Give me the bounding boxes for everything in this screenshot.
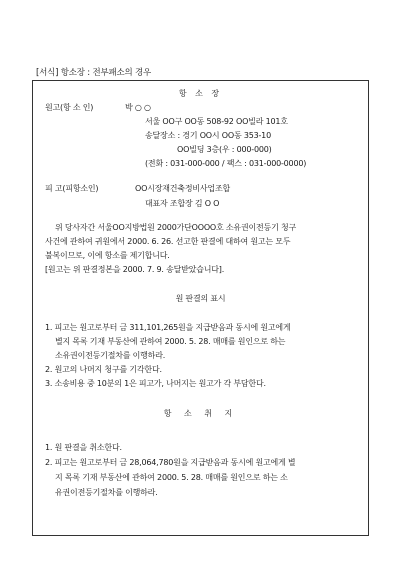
appeal-item: 지 목록 기재 부동산에 관하여 2000. 5. 28. 매매를 원인으로 하는 소	[55, 473, 288, 482]
appellee-representative: 대표자 조합장 김 O O	[145, 199, 220, 208]
judgment-item: 별지 목록 기재 부동산에 관하여 2000. 5. 28. 매매를 원인으로 하는	[55, 337, 286, 346]
appeal-item: 2. 피고는 원고로부터 금 28,064,780원을 지급받음과 동시에 원고에게 별	[45, 458, 296, 467]
appeal-item: 1. 원 판결을 취소한다.	[45, 443, 122, 452]
body-line: 불복이므로, 이에 항소를 제기합니다.	[45, 251, 170, 260]
appellant-address: 서울 OO구 OO동 508-92 OO빌라 101호	[145, 117, 288, 126]
judgment-item: 3. 소송비용 중 10분의 1은 피고가, 나머지는 원고가 각 부담한다.	[45, 379, 266, 388]
appellant-service-address-detail: OO빌딩 3층(우 : 000-000)	[177, 145, 272, 154]
appeal-item: 유권이전등기절차를 이행하라.	[55, 488, 158, 497]
section-title-original-judgment: 원 판결의 표시	[175, 294, 226, 303]
body-line: 위 당사자간 서울OO지방법원 2000가단OOOO호 소유권이전등기 청구	[55, 223, 296, 232]
appellant-label: 원고(항 소 인)	[45, 103, 94, 112]
appellant-service-address: 송달장소 : 경기 OO시 OO동 353-10	[145, 131, 271, 140]
appeal-document	[32, 80, 369, 536]
judgment-item: 1. 피고는 원고로부터 금 311,101,265원을 지급받음과 동시에 원고에게	[45, 323, 291, 332]
document-title: 항 소 장	[178, 89, 223, 98]
appellant-contact: (전화 : 031-000-000 / 팩스 : 031-000-0000)	[145, 159, 307, 168]
document-caption: [서식] 항소장 : 전부패소의 경우	[36, 68, 152, 78]
appellee-name: OO시장재건축정비사업조합	[135, 184, 231, 193]
judgment-item: 2. 원고의 나머지 청구를 기각한다.	[45, 365, 162, 374]
appellee-label: 피 고(피항소인)	[45, 184, 99, 193]
section-title-appeal-purpose: 항 소 취 지	[163, 409, 238, 418]
body-line: 사건에 관하여 귀원에서 2000. 6. 26. 선고한 판결에 대하여 원고는 모두	[45, 237, 291, 246]
appellant-name: 박 ○ ○	[125, 103, 151, 112]
judgment-item: 소유권이전등기절차를 이행하라.	[55, 351, 166, 360]
body-line: [원고는 위 판결정본을 2000. 7. 9. 송달받았습니다].	[45, 265, 225, 274]
